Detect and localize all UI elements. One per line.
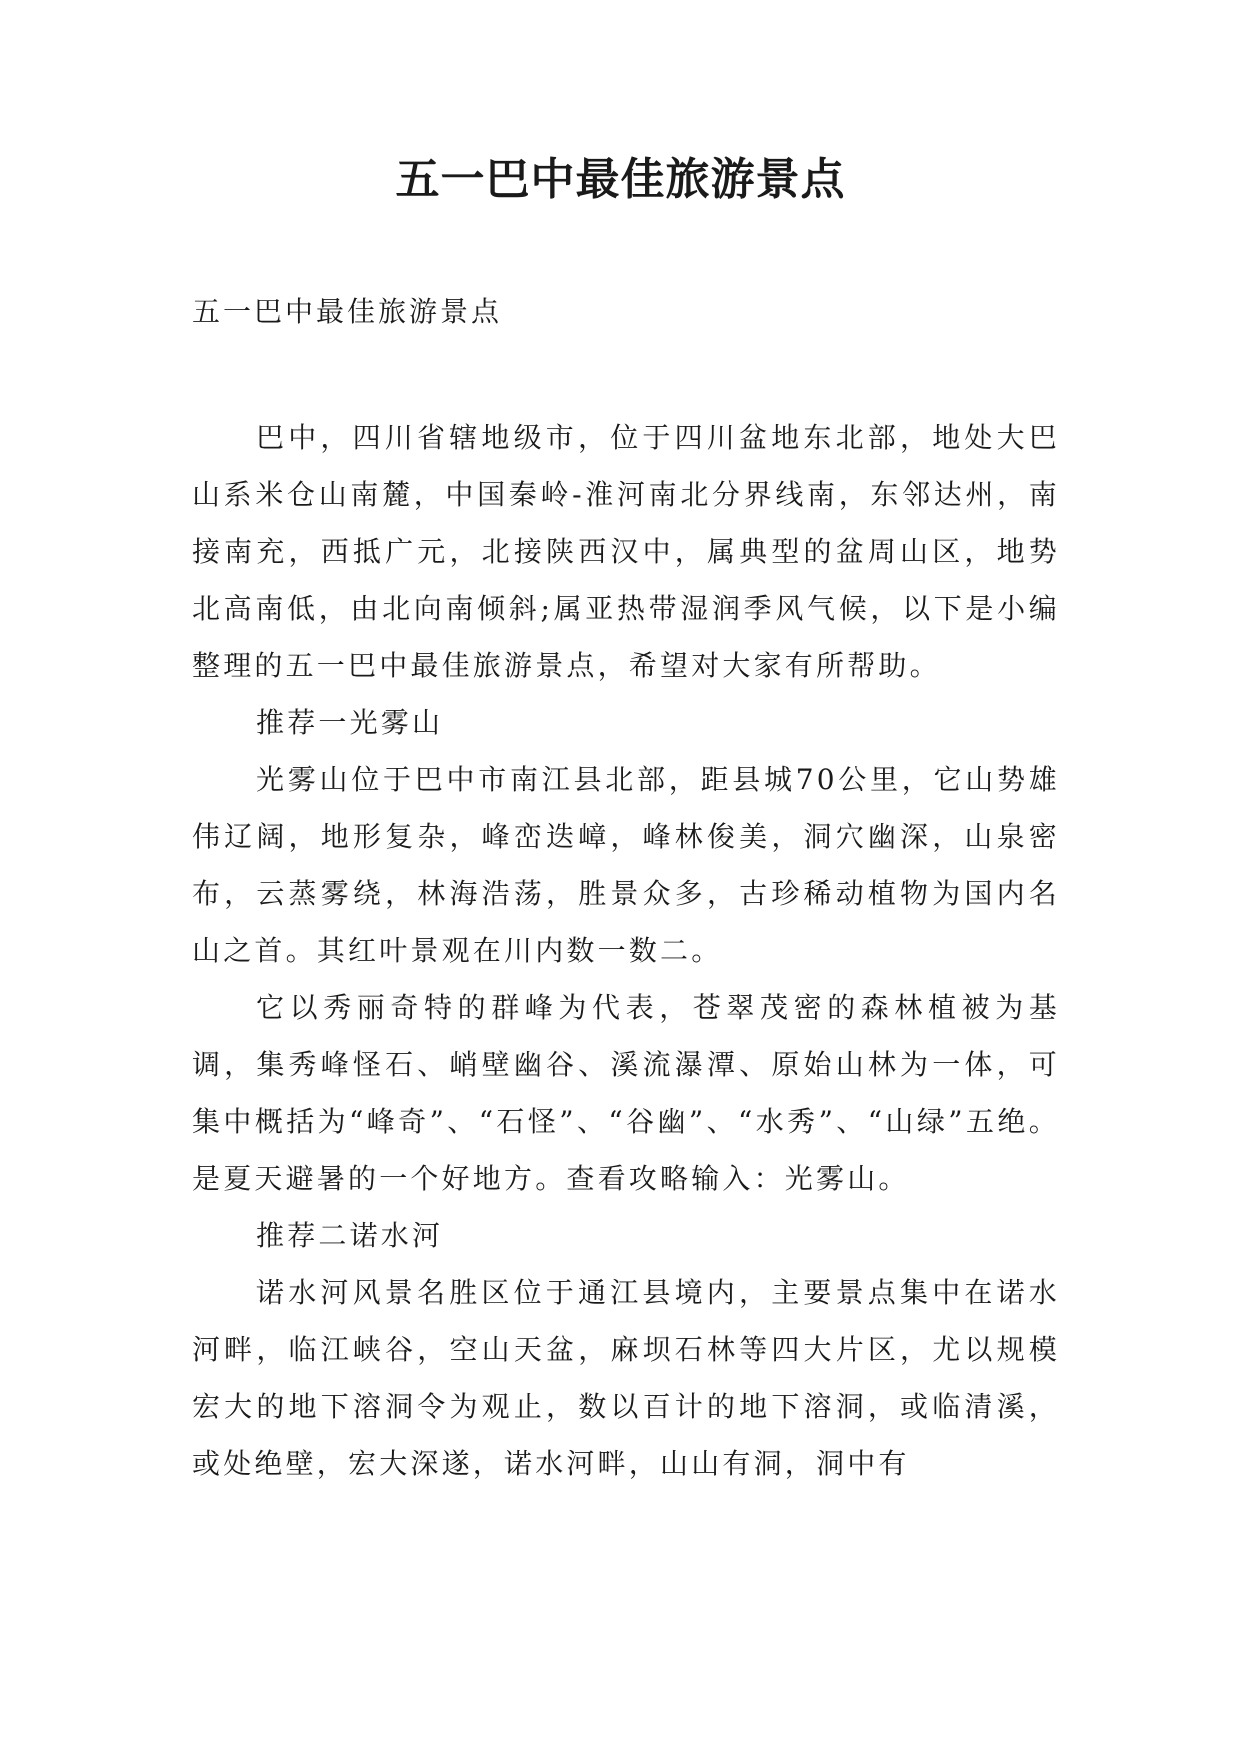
intro-paragraph: 巴中，四川省辖地级市，位于四川盆地东北部，地处大巴山系米仓山南麓，中国秦岭-淮河南北分界线南，东邻达州，南接南充，西抵广元，北接陕西汉中，属典型的盆周山区，地势北高南低，由北向南倾斜;属亚热带湿润季风气候，以下是小编整理的五一巴中最佳旅游景点，希望对大家有所帮助。: [192, 421, 1060, 682]
paragraph-guangwushan-1: 光雾山位于巴中市南江县北部，距县城70公里，它山势雄伟辽阔，地形复杂，峰峦迭嶂，峰林俊美，洞穴幽深，山泉密布，云蒸雾绕，林海浩荡，胜景众多，古珍稀动植物为国内名山之首。其红叶景观在川内数一数二。: [192, 763, 1060, 967]
document-subtitle: 五一巴中最佳旅游景点: [192, 295, 503, 328]
document-body: [192, 409, 1060, 1492]
paragraph-nuoshuihe-1: 诺水河风景名胜区位于通江县境内，主要景点集中在诺水河畔，临江峡谷，空山天盆，麻坝石林等四大片区，尤以规模宏大的地下溶洞令为观止，数以百计的地下溶洞，或临清溪，或处绝壁，宏大深遂，诺水河畔，山山有洞，洞中有: [192, 1276, 1060, 1480]
section-heading-nuoshuihe: 推荐二诺水河: [256, 1219, 444, 1252]
paragraph-guangwushan-2: 它以秀丽奇特的群峰为代表，苍翠茂密的森林植被为基调，集秀峰怪石、峭壁幽谷、溪流瀑潭、原始山林为一体，可集中概括为“峰奇”、“石怪”、“谷幽”、“水秀”、“山绿”五绝。是夏天避暑的一个好地方。查看攻略输入：光雾山。: [192, 991, 1060, 1195]
section-heading-guangwushan: 推荐一光雾山: [256, 706, 444, 739]
document-title: 五一巴中最佳旅游景点: [395, 154, 846, 205]
